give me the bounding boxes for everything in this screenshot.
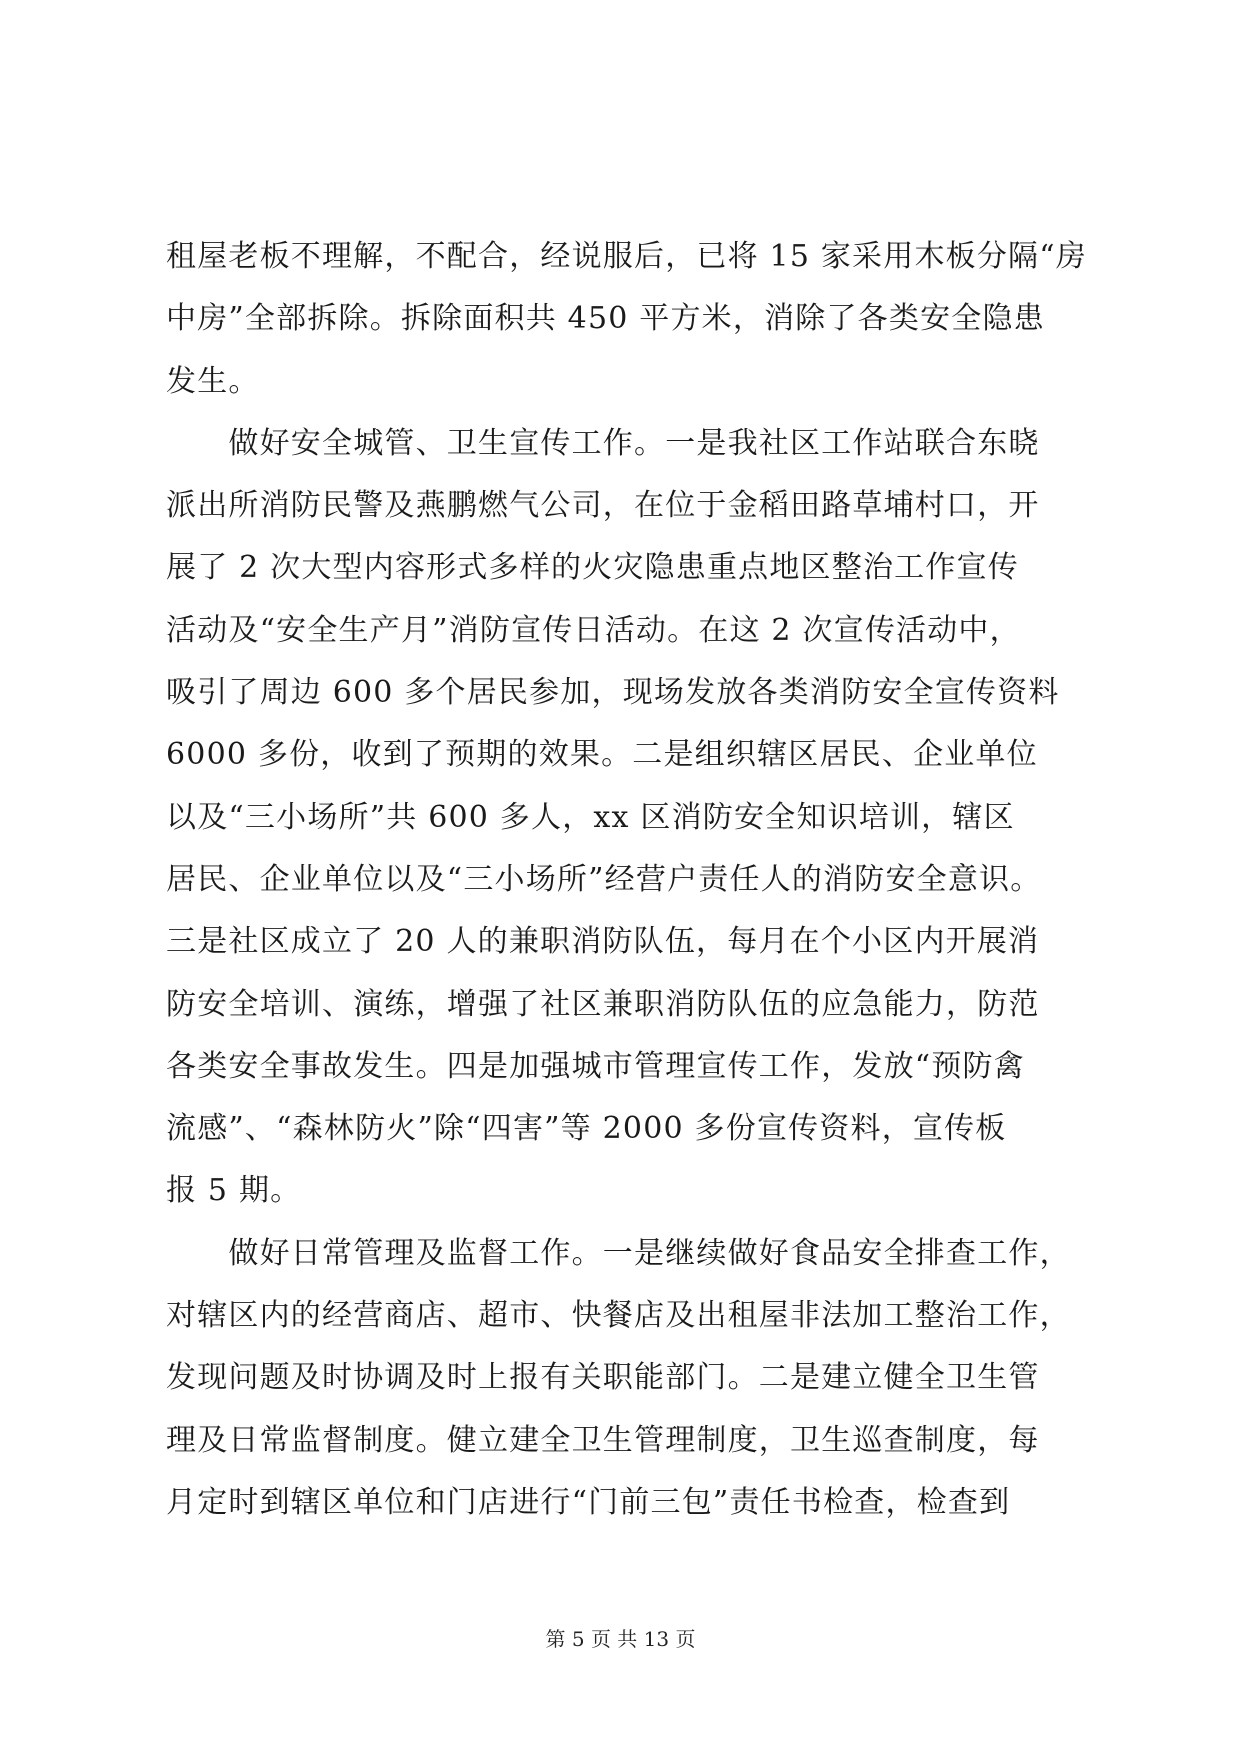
text-line-1: 租屋老板不理解，不配合，经说服后，已将 15 家采用木板分隔“房 bbox=[166, 239, 1087, 274]
text-line-4: 做好安全城管、卫生宣传工作。一是我社区工作站联合东晓 bbox=[166, 425, 1040, 461]
text-line-20: 理及日常监督制度。健立建全卫生管理制度，卫生巡查制度，每 bbox=[166, 1422, 1040, 1458]
text-line-11: 居民、企业单位以及“三小场所”经营户责任人的消防安全意识。 bbox=[166, 861, 1042, 897]
text-line-14: 各类安全事故发生。四是加强城市管理宣传工作，发放“预防禽 bbox=[166, 1048, 1025, 1084]
text-line-17: 做好日常管理及监督工作。一是继续做好食品安全排查工作， bbox=[166, 1235, 1071, 1271]
text-line-10: 以及“三小场所”共 600 多人，xx 区消防安全知识培训，辖区 bbox=[166, 799, 1015, 835]
text-line-12: 三是社区成立了 20 人的兼职消防队伍，每月在个小区内开展消 bbox=[166, 924, 1040, 960]
text-line-3: 发生。 bbox=[166, 363, 260, 399]
text-line-5: 派出所消防民警及燕鹏燃气公司，在位于金稻田路草埔村口，开 bbox=[166, 488, 1040, 524]
text-line-13: 防安全培训、演练，增强了社区兼职消防队伍的应急能力，防范 bbox=[166, 986, 1040, 1022]
text-line-21: 月定时到辖区单位和门店进行“门前三包”责任书检查，检查到 bbox=[166, 1484, 1011, 1520]
text-line-6: 展了 2 次大型内容形式多样的火灾隐患重点地区整治工作宣传 bbox=[166, 550, 1019, 586]
text-line-18: 对辖区内的经营商店、超市、快餐店及出租屋非法加工整治工作， bbox=[166, 1298, 1071, 1334]
page-number-footer: 第 5 页 共 13 页 bbox=[545, 1627, 696, 1651]
text-line-2: 中房”全部拆除。拆除面积共 450 平方米，消除了各类安全隐患 bbox=[166, 301, 1045, 337]
text-line-7: 活动及“安全生产月”消防宣传日活动。在这 2 次宣传活动中， bbox=[166, 612, 1021, 648]
text-line-15: 流感”、“森林防火”除“四害”等 2000 多份宣传资料，宣传板 bbox=[166, 1111, 1007, 1147]
text-line-8: 吸引了周边 600 多个居民参加，现场发放各类消防安全宣传资料 bbox=[166, 675, 1060, 711]
text-line-9: 6000 多份，收到了预期的效果。二是组织辖区居民、企业单位 bbox=[166, 737, 1038, 773]
text-line-16: 报 5 期。 bbox=[166, 1173, 302, 1209]
text-line-19: 发现问题及时协调及时上报有关职能部门。二是建立健全卫生管 bbox=[166, 1360, 1040, 1396]
body-text bbox=[166, 226, 1086, 1534]
